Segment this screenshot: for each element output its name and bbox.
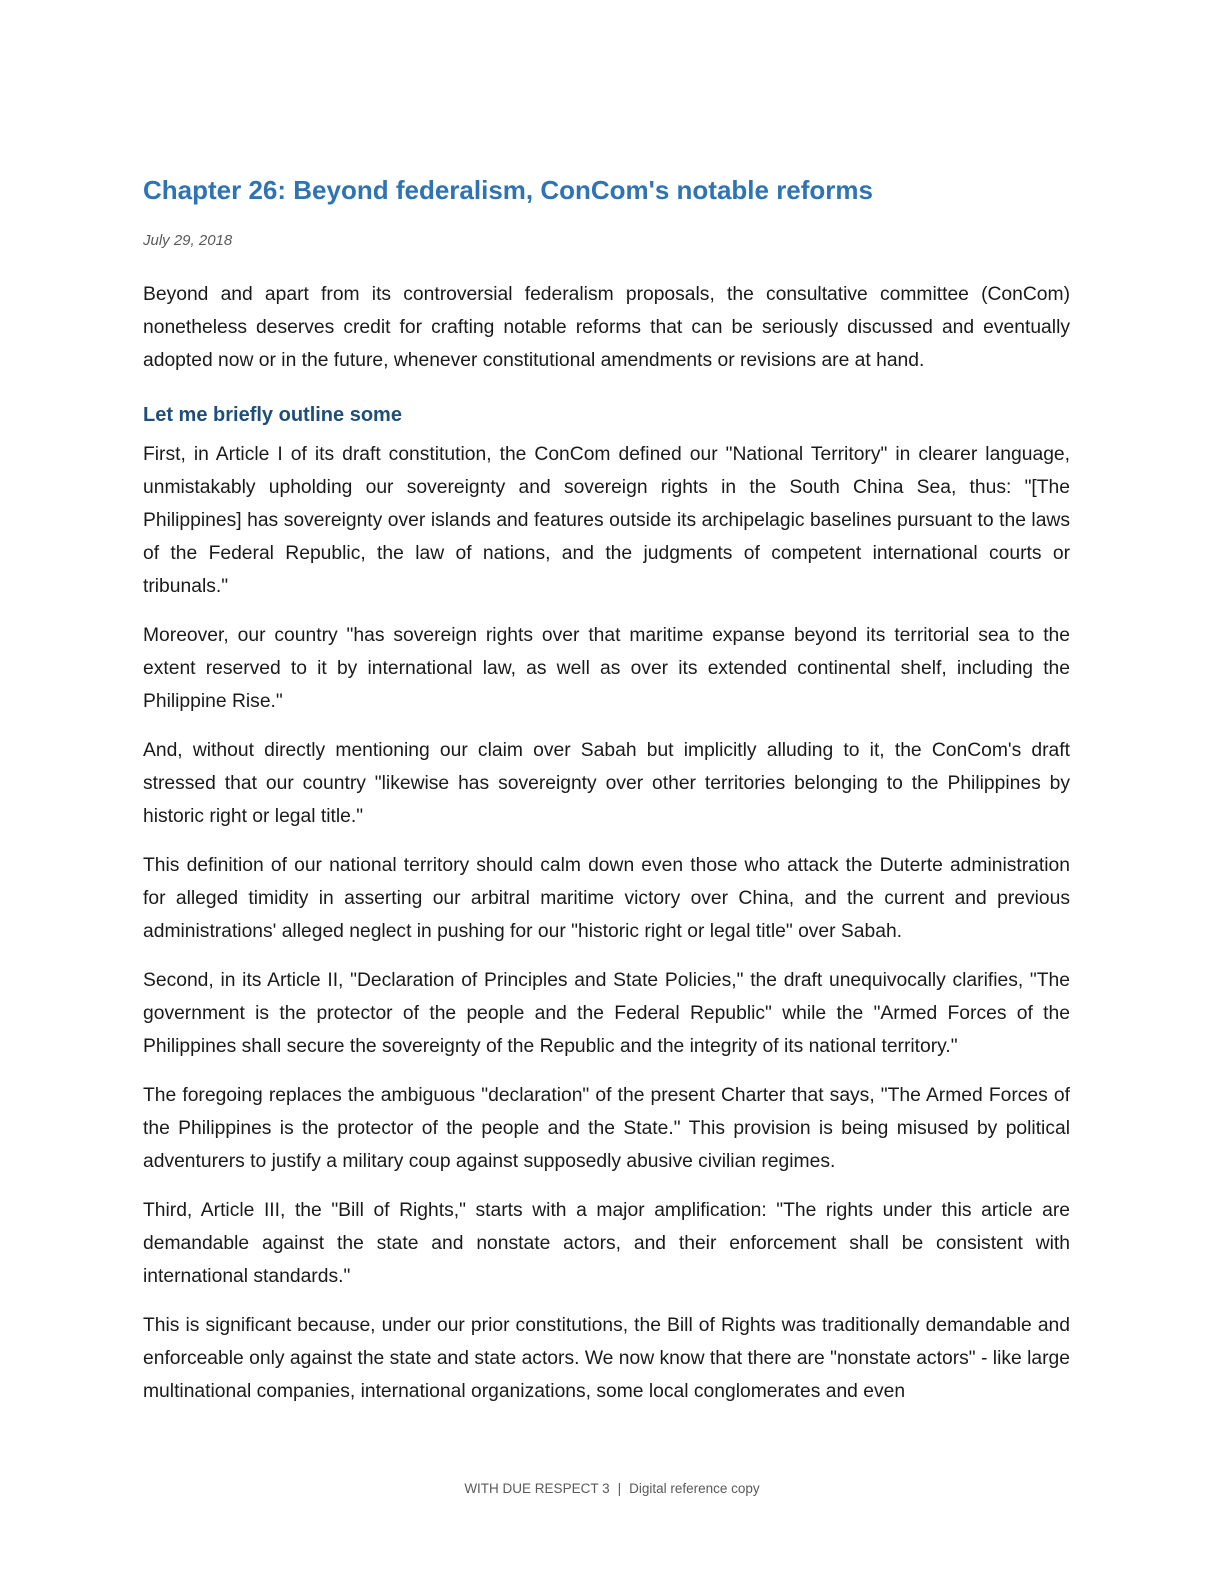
intro-paragraph: Beyond and apart from its controversial federalism proposals, the consultative committee (ConCom) nonetheless deserves credit for crafting notable reforms that can be seriously discussed and eventually adopted now or in the future, whenever constitutional amendments or revisions are at hand. [143,284,1070,371]
body-paragraph: The foregoing replaces the ambiguous "declaration" of the present Charter that says, "The Armed Forces of the Philippines is the protector of the people and the State." This provision is being misused by political adventurers to justify a military coup against supposedly abusive civilian regimes. [143,1085,1070,1172]
chapter-title: Chapter 26: Beyond federalism, ConCom's notable reforms [143,175,874,205]
footer-book-title: WITH DUE RESPECT 3 [464,1481,610,1496]
footer-separator: | [617,1481,622,1496]
body-paragraph: First, in Article I of its draft constitution, the ConCom defined our "National Territory" in clearer language, unmistakably upholding our sovereignty and sovereign rights in the South China Sea, thus: "[The Philippines] has sovereignty over islands and features outside its archipelagic baselines pursuant to the laws of the Federal Republic, the law of nations, and the judgments of competent international courts or tribunals." [143,444,1070,597]
document-page [143,170,1070,1424]
body-paragraph: This is significant because, under our prior constitutions, the Bill of Rights was traditionally demandable and enforceable only against the state and state actors. We now know that there are "nonstate actors" - like large multinational companies, international organizations, some local conglomerates and even [143,1315,1070,1402]
body-paragraph: Third, Article III, the "Bill of Rights," starts with a major amplification: "The rights under this article are demandable against the state and nonstate actors, and their enforcement shall be consistent with international standards." [143,1200,1070,1287]
body-paragraph: And, without directly mentioning our claim over Sabah but implicitly alluding to it, the ConCom's draft stressed that our country "likewise has sovereignty over other territories belonging to the Philippines by historic right or legal title." [143,740,1070,827]
body-paragraph: Moreover, our country "has sovereign rights over that maritime expanse beyond its territorial sea to the extent reserved to it by international law, as well as over its extended continental shelf, including the Philippine Rise." [143,625,1070,712]
body-paragraph: This definition of our national territory should calm down even those who attack the Duterte administration for alleged timidity in asserting our arbitral maritime victory over China, and the current and previous administrations' alleged neglect in pushing for our "historic right or legal title" over Sabah. [143,855,1070,942]
footer-note: Digital reference copy [629,1481,760,1496]
page-footer [0,1480,1224,1498]
body-paragraph: Second, in its Article II, "Declaration of Principles and State Policies," the draft unequivocally clarifies, "The government is the protector of the people and the Federal Republic" while the "Armed Forces of the Philippines shall secure the sovereignty of the Republic and the integrity of its national territory." [143,970,1070,1057]
section-heading: Let me briefly outline some [143,404,402,426]
post-date: July 29, 2018 [143,232,233,249]
